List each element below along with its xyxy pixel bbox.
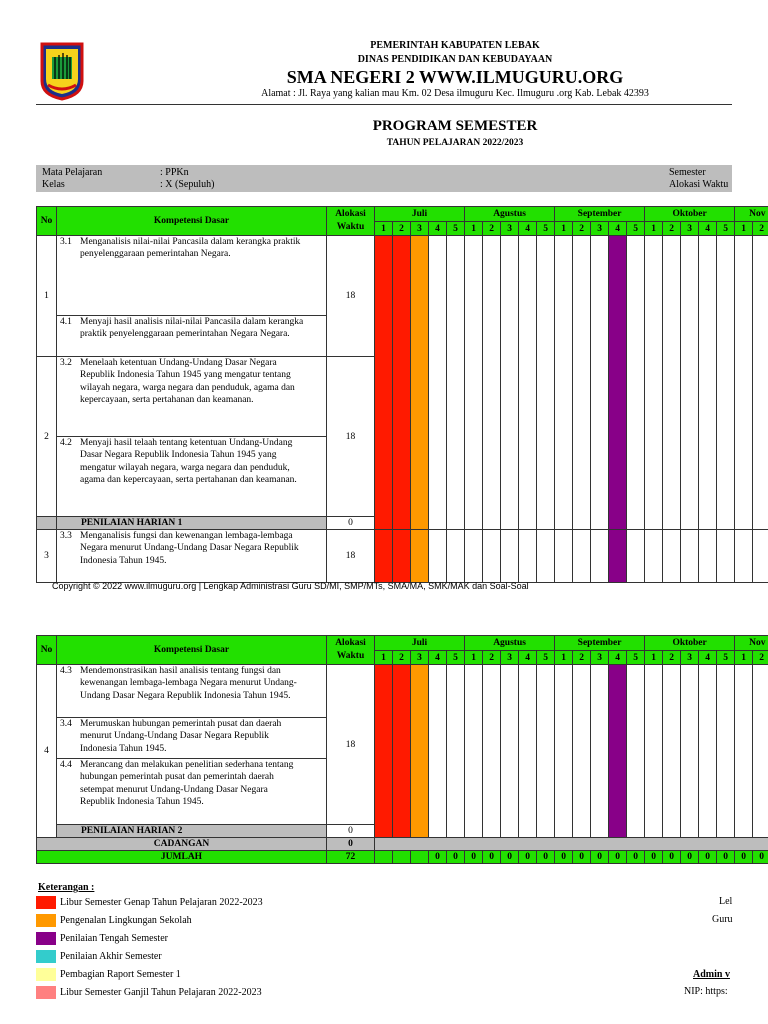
legend-swatch [36,932,56,945]
legend-item: Pengenalan Lingkungan Sekolah [36,914,192,927]
week-header: 1 [645,651,663,665]
week-total: 0 [735,851,753,864]
week-total: 0 [699,851,717,864]
week-header: 2 [393,651,411,665]
col-header-no: No [37,636,57,665]
week-header: 4 [519,651,537,665]
week-header: 1 [555,651,573,665]
week-total: 0 [555,851,573,864]
week-header: 5 [627,222,645,236]
week-header: 5 [627,651,645,665]
week-header: 4 [699,651,717,665]
week-cell [627,236,645,530]
week-cell [699,236,717,530]
week-header: 2 [753,651,768,665]
row-alloc: 18 [327,530,375,583]
week-cell [717,236,735,530]
row-no: 1 [37,236,57,357]
legend-item: Penilaian Tengah Semester [36,932,168,945]
week-cell-midterm [609,665,627,838]
total-label: JUMLAH [37,851,327,864]
legend-item: Penilaian Akhir Semester [36,950,162,963]
legend-item: Libur Semester Ganjil Tahun Pelajaran 2022-2023 [36,986,262,999]
semester-table-1 [36,206,768,583]
week-header: 3 [591,222,609,236]
month-header: Nov [735,207,768,222]
week-cell [537,236,555,530]
gov-name: PEMERINTAH KABUPATEN LEBAK [370,40,540,51]
week-cell [501,236,519,530]
week-total: 0 [519,851,537,864]
month-header: September [555,636,645,651]
week-cell [465,236,483,530]
week-total: 0 [753,851,768,864]
week-header: 1 [735,651,753,665]
assessment-value: 0 [327,825,375,838]
week-cell-midterm [609,236,627,530]
week-cell-holiday [393,236,411,530]
week-total: 0 [447,851,465,864]
dept-name: DINAS PENDIDIKAN DAN KEBUDAYAAN [357,54,553,65]
week-header: 1 [555,222,573,236]
week-header: 5 [717,222,735,236]
reserve-label: CADANGAN [37,838,327,851]
week-header: 5 [447,222,465,236]
week-cell [753,236,768,530]
week-cell [573,236,591,530]
week-cell [645,236,663,530]
legend-swatch [36,950,56,963]
week-header: 2 [393,222,411,236]
legend-swatch [36,986,56,999]
week-header: 4 [429,222,447,236]
month-header: Nov [735,636,768,651]
week-cell [519,236,537,530]
week-header: 4 [429,651,447,665]
week-header: 2 [573,222,591,236]
week-header: 4 [699,222,717,236]
week-header: 2 [483,222,501,236]
month-header: Agustus [465,207,555,222]
week-cell [429,236,447,530]
total-value: 72 [327,851,375,864]
assessment-label: PENILAIAN HARIAN 1 [57,517,327,530]
week-header: 1 [465,222,483,236]
week-header: 4 [519,222,537,236]
signature-role: Guru [712,914,733,925]
legend-swatch [36,968,56,981]
week-header: 5 [717,651,735,665]
assessment-label: PENILAIAN HARIAN 2 [57,825,327,838]
week-header: 3 [501,222,519,236]
legend-swatch [36,914,56,927]
week-cell-holiday [375,665,393,838]
signature-name: Admin v [693,969,730,980]
week-header: 3 [411,222,429,236]
month-header: Oktober [645,636,735,651]
week-header: 1 [735,222,753,236]
week-header: 1 [465,651,483,665]
signature-place: Lel [719,896,733,907]
week-total: 0 [681,851,699,864]
week-header: 3 [681,651,699,665]
col-header-alloc: Alokasi Waktu [327,636,375,665]
kd-item: 4.2 Menyaji hasil telaah tentang ketentuan Undang-Undang Dasar Negara Republik Indonesia Tahun 1945 yang mengatur wilayah negara, warga negara dan penduduk, agama dan kepercayaan, serta pertahanan dan keamanan. [57,437,327,517]
week-header: 3 [411,651,429,665]
col-header-alloc: Alokasi Waktu [327,207,375,236]
week-cell-orientation [411,665,429,838]
kd-item: 3.3 Menganalisis fungsi dan kewenangan lembaga-lembaga Negara menurut Undang-Undang Dasar Negara Republik Indonesia Tahun 1945. [57,530,327,583]
class-value: : X (Sepuluh) [160,179,215,190]
week-header: 2 [753,222,768,236]
assessment-value: 0 [327,517,375,530]
week-total: 0 [591,851,609,864]
week-total: 0 [573,851,591,864]
row-no: 4 [37,665,57,838]
table-row [37,236,768,316]
week-header: 2 [663,651,681,665]
row-alloc: 18 [327,665,375,825]
week-header: 4 [609,222,627,236]
signature-nip: NIP: https: [684,986,728,997]
week-header: 5 [537,222,555,236]
reserve-row [37,838,768,851]
month-header: Oktober [645,207,735,222]
col-header-kd: Kompetensi Dasar [57,636,327,665]
week-header: 3 [681,222,699,236]
week-header: 1 [375,651,393,665]
kd-item: 4.4 Merancang dan melakukan penelitian sederhana tentang hubungan pemerintah pusat dan pemerintah daerah setempat menurut Undang-Undang Dasar Negara Republik Indonesia Tahun 1945. [57,759,327,825]
week-cell [555,236,573,530]
kd-item: 3.2 Menelaah ketentuan Undang-Undang Dasar Negara Republik Indonesia Tahun 1945 yang mengatur tentang wilayah negara, warga negara dan penduduk, agama dan kepercayaan, serta pertahanan dan keamanan. [57,357,327,437]
week-total: 0 [717,851,735,864]
doc-title: PROGRAM SEMESTER [372,118,538,134]
school-name: SMA NEGERI 2 WWW.ILMUGURU.ORG [286,67,624,87]
month-header: Juli [375,636,465,651]
row-alloc: 18 [327,236,375,357]
week-total: 0 [501,851,519,864]
week-total: 0 [429,851,447,864]
week-total: 0 [627,851,645,864]
week-total: 0 [483,851,501,864]
school-logo [38,41,86,101]
semester-label: Semester [669,167,706,178]
kd-item: 3.1 Menganalisis nilai-nilai Pancasila dalam kerangka praktik penyelenggaraan pemerintahan Negara. [57,236,327,316]
week-total: 0 [645,851,663,864]
week-header: 3 [591,651,609,665]
week-header: 5 [447,651,465,665]
week-total: 0 [663,851,681,864]
week-cell-holiday [393,665,411,838]
week-cell-holiday [375,236,393,530]
alloc-label: Alokasi Waktu [669,179,729,190]
week-header: 1 [375,222,393,236]
week-header: 3 [501,651,519,665]
kd-item: 3.4 Merumuskan hubungan pemerintah pusat dan daerah menurut Undang-Undang Dasar Negara Republik Indonesia Tahun 1945. [57,718,327,759]
class-label: Kelas [42,179,65,190]
table-row [37,530,768,583]
copyright-text: Copyright © 2022 www.ilmuguru.org | Lengkap Administrasi Guru SD/MI, SMP/MTs, SMA/MA, SMK/MAK dan Soal-Soal [52,581,529,591]
row-no: 3 [37,530,57,583]
week-cell [447,236,465,530]
week-cell [663,236,681,530]
month-header: Agustus [465,636,555,651]
school-address: Alamat : Jl. Raya yang kalian mau Km. 02 Desa ilmuguru Kec. Ilmuguru .org Kab. Lebak 42393 [261,88,649,99]
info-band [36,165,732,192]
legend-item: Libur Semester Genap Tahun Pelajaran 2022-2023 [36,896,263,909]
week-cell [483,236,501,530]
week-header: 2 [573,651,591,665]
col-header-kd: Kompetensi Dasar [57,207,327,236]
header-divider [36,104,732,105]
week-total: 0 [609,851,627,864]
week-header: 4 [609,651,627,665]
col-header-no: No [37,207,57,236]
month-header: Juli [375,207,465,222]
reserve-value: 0 [327,838,375,851]
week-cell [681,236,699,530]
week-total: 0 [537,851,555,864]
row-alloc: 18 [327,357,375,517]
kd-item: 4.1 Menyaji hasil analisis nilai-nilai Pancasila dalam kerangka praktik penyelenggaraan pemerintahan Negara Negara. [57,316,327,357]
subject-value: : PPKn [160,167,189,178]
week-header: 2 [663,222,681,236]
table-row [37,665,768,718]
legend-item: Pembagian Raport Semester 1 [36,968,181,981]
subject-label: Mata Pelajaran [42,167,103,178]
week-cell-orientation [411,236,429,530]
legend-title: Keterangan : [38,882,95,893]
total-row [37,851,768,864]
legend-swatch [36,896,56,909]
month-header: September [555,207,645,222]
week-cell [735,236,753,530]
week-header: 2 [483,651,501,665]
week-cell [591,236,609,530]
row-no: 2 [37,357,57,517]
week-total: 0 [465,851,483,864]
kd-item: 4.3 Mendemonstrasikan hasil analisis tentang fungsi dan kewenangan lembaga-lembaga Negara menurut Undang-Undang Dasar Negara Republik Indonesia Tahun 1945. [57,665,327,718]
semester-table-2 [36,635,768,864]
doc-year: TAHUN PELAJARAN 2022/2023 [386,138,524,148]
week-header: 5 [537,651,555,665]
week-header: 1 [645,222,663,236]
